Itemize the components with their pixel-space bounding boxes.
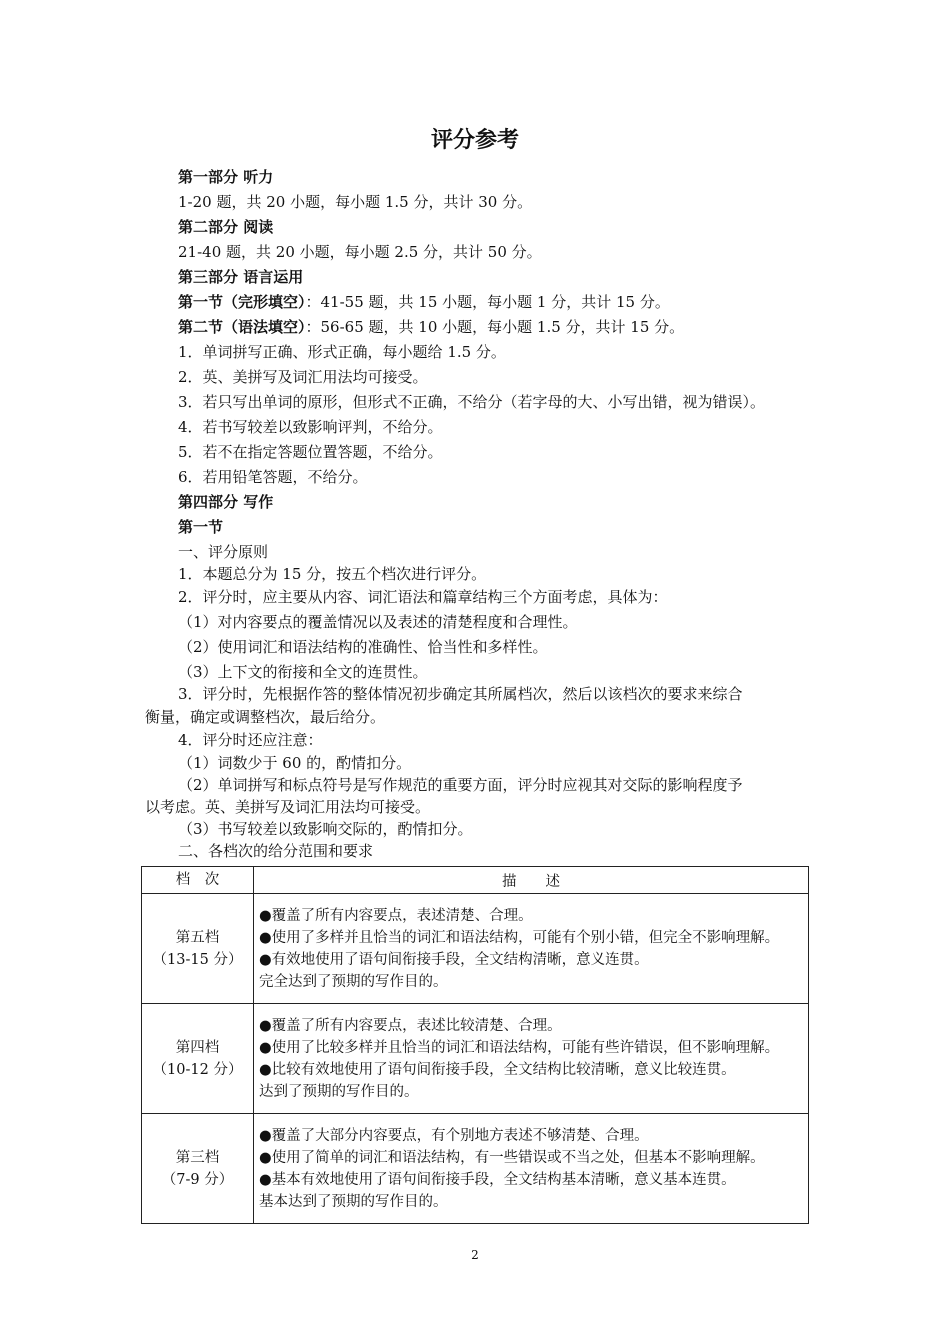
principle-3-line1: 3．评分时，先根据作答的整体情况初步确定其所属档次，然后以该档次的要求来综合 <box>178 685 743 703</box>
part2-heading: 第二部分 阅读 <box>178 218 274 236</box>
desc-item: 基本达到了预期的写作目的。 <box>259 1193 448 1210</box>
page-number: 2 <box>471 1248 479 1262</box>
grade-table <box>141 866 809 1224</box>
principle-2-item: （2）使用词汇和语法结构的准确性、恰当性和多样性。 <box>178 638 548 656</box>
level-range: （7-9 分） <box>161 1171 234 1188</box>
table-row <box>142 1004 809 1114</box>
part3-rule: 6．若用铅笔答题，不给分。 <box>178 468 368 486</box>
part3-rule: 1．单词拼写正确、形式正确，每小题给 1.5 分。 <box>178 343 506 361</box>
part2-text: 21-40 题，共 20 小题，每小题 2.5 分，共计 50 分。 <box>178 243 542 261</box>
part3-rule: 2．英、美拼写及词汇用法均可接受。 <box>178 368 428 386</box>
table-row <box>142 894 809 1004</box>
desc-item: 达到了预期的写作目的。 <box>259 1083 419 1100</box>
principle-4: 4．评分时还应注意： <box>178 731 323 749</box>
level-name: 第三档 <box>175 1149 220 1166</box>
desc-item: ●使用了简单的词汇和语法结构，有一些错误或不当之处，但基本不影响理解。 <box>259 1149 765 1166</box>
desc-item: ●使用了比较多样并且恰当的词汇和语法结构，可能有些许错误，但不影响理解。 <box>259 1039 780 1056</box>
part3-section1-text: ：41-55 题，共 15 小题，每小题 1 分，共计 15 分。 <box>305 293 670 311</box>
principle-3-line2: 衡量，确定或调整档次，最后给分。 <box>145 708 386 726</box>
part4-section1: 第一节 <box>178 518 224 536</box>
principle-2-item: （1）对内容要点的覆盖情况以及表述的清楚程度和合理性。 <box>178 613 578 631</box>
part3-rule: 4．若书写较差以致影响评判，不给分。 <box>178 418 443 436</box>
desc-item: 完全达到了预期的写作目的。 <box>259 973 448 990</box>
desc-cell <box>254 894 809 1004</box>
table-header-row <box>142 867 809 894</box>
desc-item: ●覆盖了大部分内容要点，有个别地方表述不够清楚、合理。 <box>259 1127 649 1144</box>
desc-item: ●覆盖了所有内容要点，表述比较清楚、合理。 <box>259 1017 562 1034</box>
part3-section1-label: 第一节（完形填空） <box>178 293 306 311</box>
part1-heading: 第一部分 听力 <box>178 168 274 186</box>
desc-cell <box>254 1004 809 1114</box>
level-name: 第五档 <box>175 929 220 946</box>
level-cell <box>142 1004 254 1114</box>
ranges-title: 二、各档次的给分范围和要求 <box>178 842 374 860</box>
part3-section2-text: ：56-65 题，共 10 小题，每小题 1.5 分，共计 15 分。 <box>305 318 685 336</box>
desc-item: ●使用了多样并且恰当的词汇和语法结构，可能有个别小错，但完全不影响理解。 <box>259 929 780 946</box>
level-cell <box>142 1114 254 1224</box>
level-range: （13-15 分） <box>152 951 243 968</box>
principle-4-item2-line1: （2）单词拼写和标点符号是写作规范的重要方面，评分时应视其对交际的影响程度予 <box>178 776 743 794</box>
table-header-level: 档 次 <box>142 867 254 894</box>
principle-4-item1: （1）词数少于 60 的，酌情扣分。 <box>178 754 412 772</box>
level-range: （10-12 分） <box>152 1061 243 1078</box>
part3-rule: 5．若不在指定答题位置答题，不给分。 <box>178 443 443 461</box>
principle-2: 2．评分时，应主要从内容、词汇语法和篇章结构三个方面考虑，具体为： <box>178 588 668 606</box>
table-row <box>142 1114 809 1224</box>
desc-item: ●比较有效地使用了语句间衔接手段，全文结构比较清晰，意义比较连贯。 <box>259 1061 736 1078</box>
page-title: 评分参考 <box>430 128 519 153</box>
level-name: 第四档 <box>175 1039 220 1056</box>
principle-4-item3: （3）书写较差以致影响交际的，酌情扣分。 <box>178 820 473 838</box>
desc-cell <box>254 1114 809 1224</box>
part1-text: 1-20 题，共 20 小题，每小题 1.5 分，共计 30 分。 <box>178 193 533 211</box>
desc-item: ●覆盖了所有内容要点，表述清楚、合理。 <box>259 907 533 924</box>
part3-rule: 3．若只写出单词的原形，但形式不正确，不给分（若字母的大、小写出错，视为错误）。 <box>178 393 766 411</box>
part3-section2-label: 第二节（语法填空） <box>178 318 306 336</box>
part3-heading: 第三部分 语言运用 <box>178 268 304 286</box>
desc-item: ●基本有效地使用了语句间衔接手段，全文结构基本清晰，意义基本连贯。 <box>259 1171 736 1188</box>
part4-heading: 第四部分 写作 <box>178 493 274 511</box>
principle-2-item: （3）上下文的衔接和全文的连贯性。 <box>178 663 428 681</box>
level-cell <box>142 894 254 1004</box>
principle-1: 1．本题总分为 15 分，按五个档次进行评分。 <box>178 565 487 583</box>
table-header-desc: 描 述 <box>254 867 809 894</box>
part3-section2 <box>178 316 684 338</box>
principle-4-item2-line2: 以考虑。英、美拼写及词汇用法均可接受。 <box>145 798 431 816</box>
part3-section1 <box>178 291 670 313</box>
desc-item: ●有效地使用了语句间衔接手段，全文结构清晰，意义连贯。 <box>259 951 649 968</box>
principles-title: 一、评分原则 <box>178 543 269 561</box>
